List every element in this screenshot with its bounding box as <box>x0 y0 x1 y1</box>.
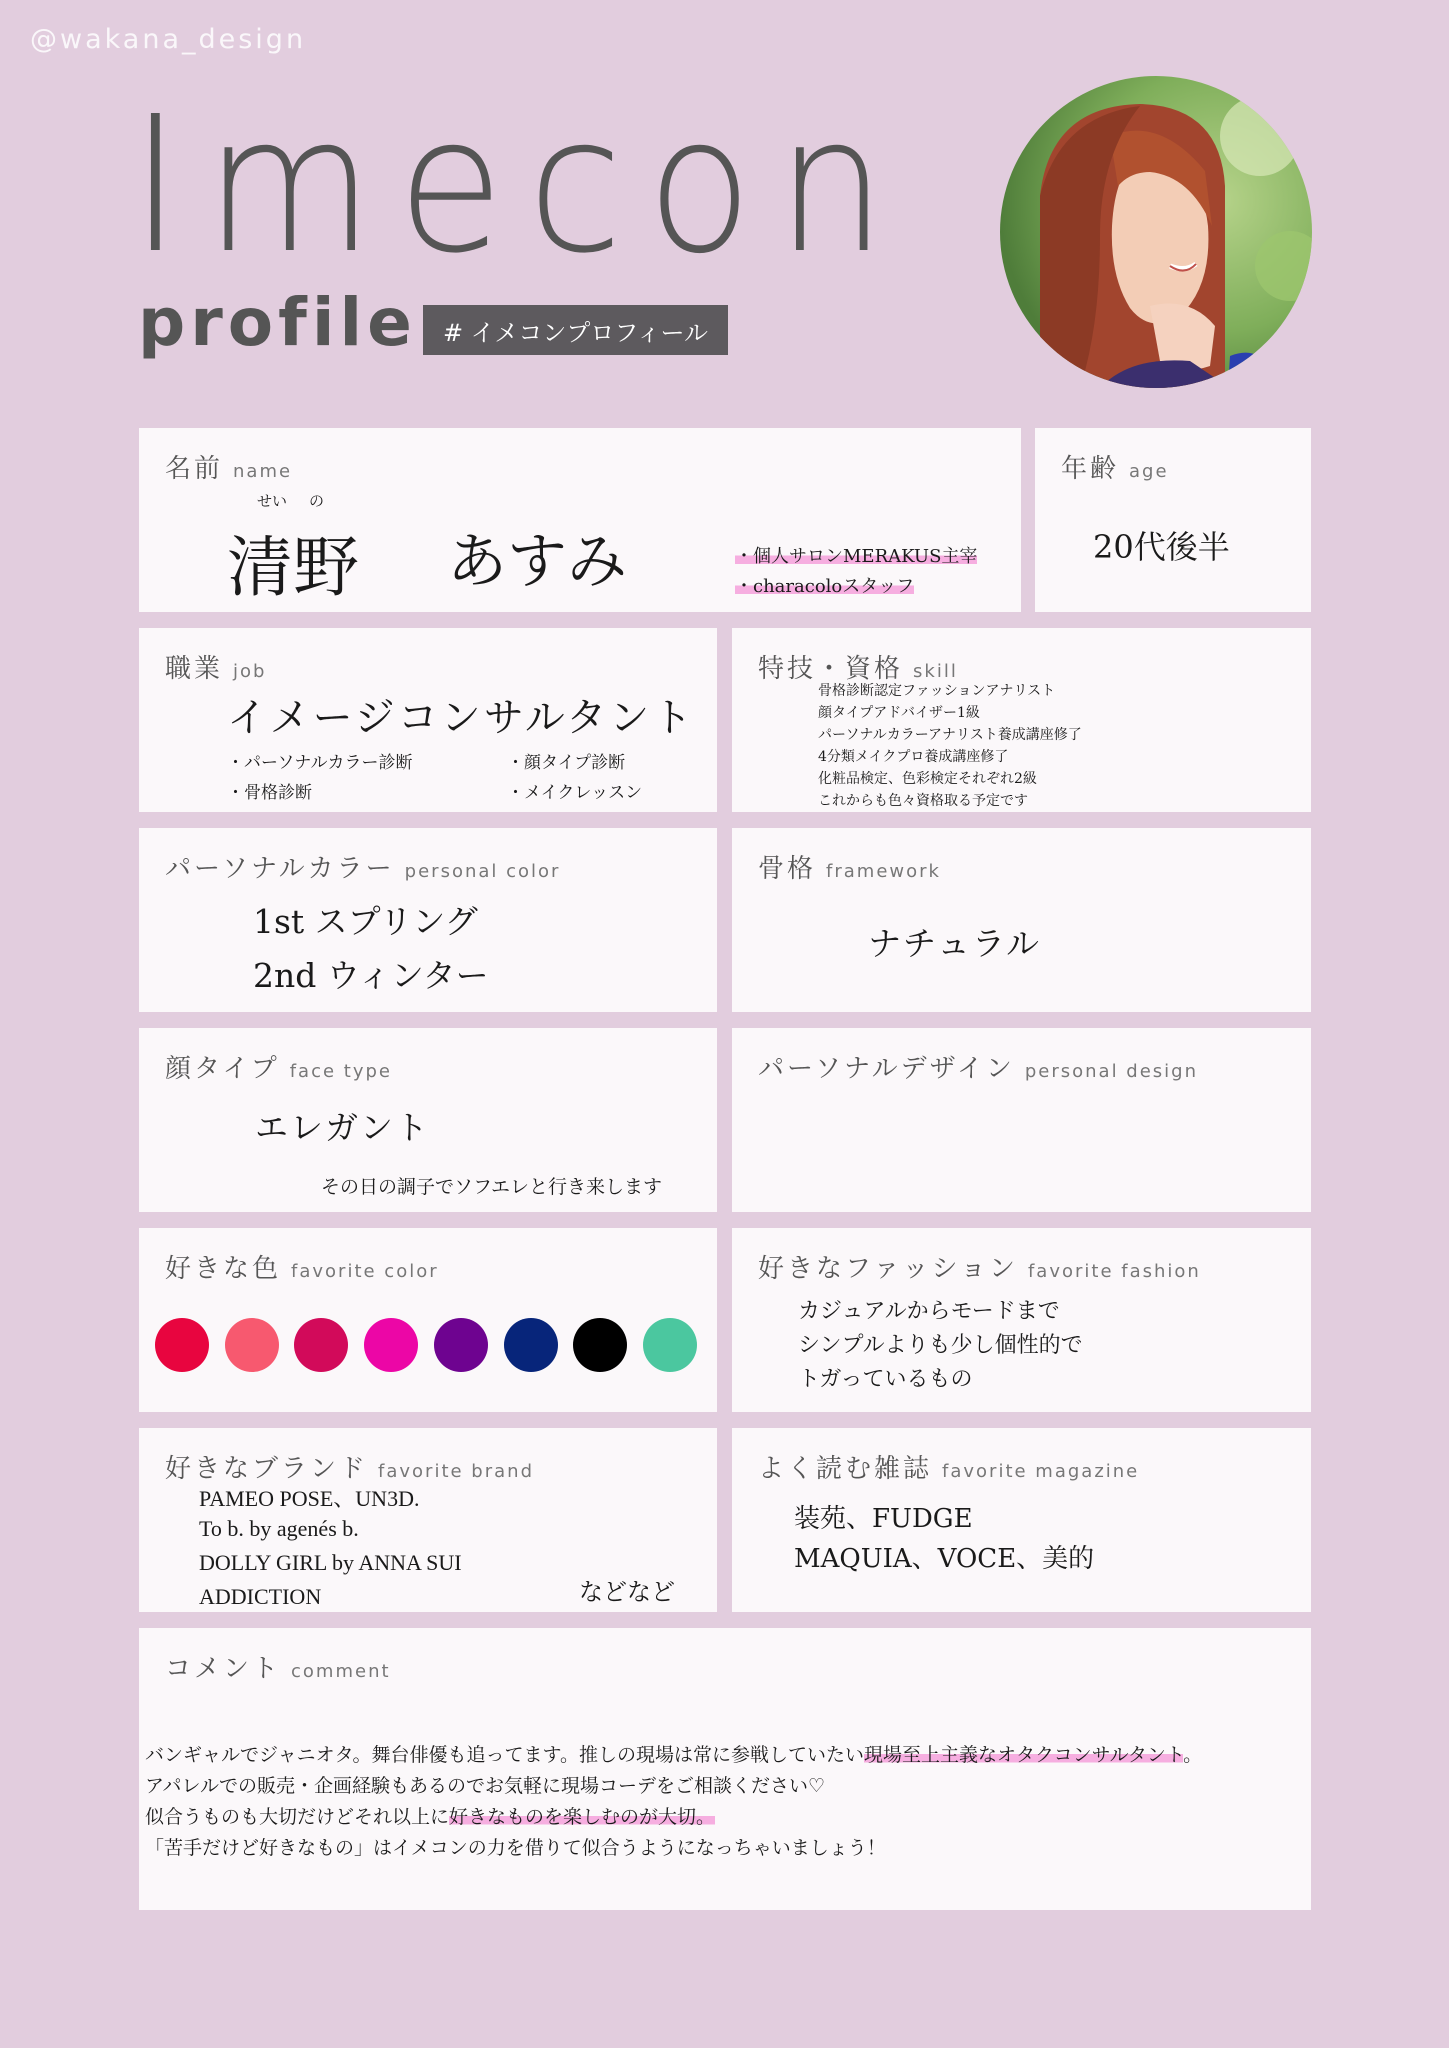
account-handle: @wakana_design <box>30 24 307 55</box>
favorite-fashion-card <box>732 1228 1311 1412</box>
age-card <box>1035 428 1311 612</box>
skill-item: 化粧品検定、色彩検定それぞれ2級 <box>818 771 1037 787</box>
framework-label-en: framework <box>826 861 941 882</box>
skill-card <box>732 628 1311 812</box>
service-item: ・骨格診断 <box>227 783 312 803</box>
fashion-line: トガっているもの <box>798 1367 973 1392</box>
skill-label: 特技・資格 <box>758 654 904 684</box>
favorite-color-label-en: favorite color <box>291 1261 439 1282</box>
color-swatch <box>434 1318 488 1372</box>
hashtag-badge: # イメコンプロフィール <box>423 305 728 355</box>
job-label: 職業 <box>165 654 224 684</box>
color-swatch <box>573 1318 627 1372</box>
color-swatch <box>643 1318 697 1372</box>
age-label-en: age <box>1129 461 1169 482</box>
magazine-line: 装苑、FUDGE <box>794 1504 973 1534</box>
comment-label: コメント <box>165 1654 282 1684</box>
job-label-en: job <box>233 661 267 682</box>
fashion-line: カジュアルからモードまで <box>798 1299 1060 1324</box>
skill-item: 骨格診断認定ファッションアナリスト <box>818 683 1056 699</box>
brand-etc: などなど <box>579 1578 675 1606</box>
furigana-no: の <box>309 492 325 510</box>
framework-label: 骨格 <box>758 854 817 884</box>
fashion-line: シンプルよりも少し個性的で <box>798 1333 1083 1358</box>
color-swatch <box>225 1318 279 1372</box>
personal-color-label-en: personal color <box>404 861 561 882</box>
brand-line: PAMEO POSE、UN3D. <box>199 1486 420 1511</box>
color-swatch <box>294 1318 348 1372</box>
given-name: あすみ <box>447 527 627 597</box>
job-card <box>139 628 717 812</box>
framework-card <box>732 828 1311 1012</box>
age-value: 20代後半 <box>1093 528 1230 566</box>
page-title: Imecon <box>130 76 910 295</box>
personal-design-label: パーソナルデザイン <box>758 1054 1015 1084</box>
brand-line: DOLLY GIRL by ANNA SUI <box>199 1550 462 1575</box>
age-label: 年齢 <box>1061 454 1120 484</box>
skill-item: 顔タイプアドバイザー1級 <box>818 705 980 721</box>
service-item: ・パーソナルカラー診断 <box>227 753 413 773</box>
skill-label-en: skill <box>913 661 958 682</box>
name-label-en: name <box>233 461 293 482</box>
face-type-label-en: face type <box>289 1061 392 1082</box>
comment-line: 似合うものも大切だけどそれ以上に好きなものを楽しむのが大切。 <box>145 1806 716 1828</box>
face-type-note: その日の調子でソフエレと行き来します <box>321 1176 663 1198</box>
skill-item: これからも色々資格取る予定です <box>818 793 1028 809</box>
personal-design-card <box>732 1028 1311 1212</box>
face-type-label: 顔タイプ <box>165 1054 280 1084</box>
favorite-fashion-label: 好きなファッション <box>758 1254 1018 1284</box>
color-swatch <box>504 1318 558 1372</box>
comment-line: アパレルでの販売・企画経験もあるのでお気軽に現場コーデをご相談ください♡ <box>145 1775 826 1797</box>
favorite-magazine-card <box>732 1428 1311 1612</box>
service-item: ・メイクレッスン <box>507 783 643 803</box>
framework-value: ナチュラル <box>868 924 1042 963</box>
personal-color-label: パーソナルカラー <box>165 854 395 884</box>
face-type-card <box>139 1028 717 1212</box>
name-card <box>139 428 1021 612</box>
page-subtitle: profile <box>138 284 417 361</box>
name-note-1: ・個人サロンMERAKUS主宰 <box>735 546 978 567</box>
personal-color-second: 2nd ウィンター <box>253 956 489 995</box>
personal-color-first: 1st スプリング <box>253 902 478 941</box>
favorite-magazine-label-en: favorite magazine <box>942 1461 1140 1482</box>
color-swatch <box>155 1318 209 1372</box>
favorite-brand-label-en: favorite brand <box>378 1461 534 1482</box>
name-note-2: ・characoloスタッフ <box>735 576 915 597</box>
favorite-brand-card <box>139 1428 717 1612</box>
comment-label-en: comment <box>291 1661 391 1682</box>
surname: 清野 <box>227 529 359 606</box>
skill-item: パーソナルカラーアナリスト養成講座修了 <box>818 727 1082 743</box>
face-type-value: エレガント <box>255 1108 430 1147</box>
skill-item: 4分類メイクプロ養成講座修了 <box>818 749 1009 765</box>
furigana-sei: せい <box>257 492 288 510</box>
comment-line: 「苦手だけど好きなもの」はイメコンの力を借りて似合うようになっちゃいましょう！ <box>145 1837 886 1859</box>
service-item: ・顔タイプ診断 <box>507 753 626 773</box>
personal-color-card <box>139 828 717 1012</box>
favorite-color-card <box>139 1228 717 1412</box>
brand-line: To b. by agenés b. <box>199 1516 359 1541</box>
personal-design-label-en: personal design <box>1024 1061 1199 1082</box>
favorite-color-label: 好きな色 <box>165 1254 282 1284</box>
brand-line: ADDICTION <box>199 1584 322 1609</box>
name-label: 名前 <box>165 454 224 484</box>
profile-photo-illustration <box>1000 76 1312 388</box>
magazine-line: MAQUIA、VOCE、美的 <box>794 1544 1095 1574</box>
profile-photo <box>1000 76 1312 388</box>
favorite-fashion-label-en: favorite fashion <box>1027 1261 1201 1282</box>
job-value: イメージコンサルタント <box>227 695 696 741</box>
comment-line: バンギャルでジャニオタ。舞台俳優も追ってます。推しの現場は常に参戦していたい現場至上主義なオタクコンサルタント。 <box>145 1744 1203 1766</box>
comment-card <box>139 1628 1311 1910</box>
color-swatch <box>364 1318 418 1372</box>
favorite-brand-label: 好きなブランド <box>165 1454 369 1484</box>
favorite-magazine-label: よく読む雑誌 <box>758 1454 933 1484</box>
